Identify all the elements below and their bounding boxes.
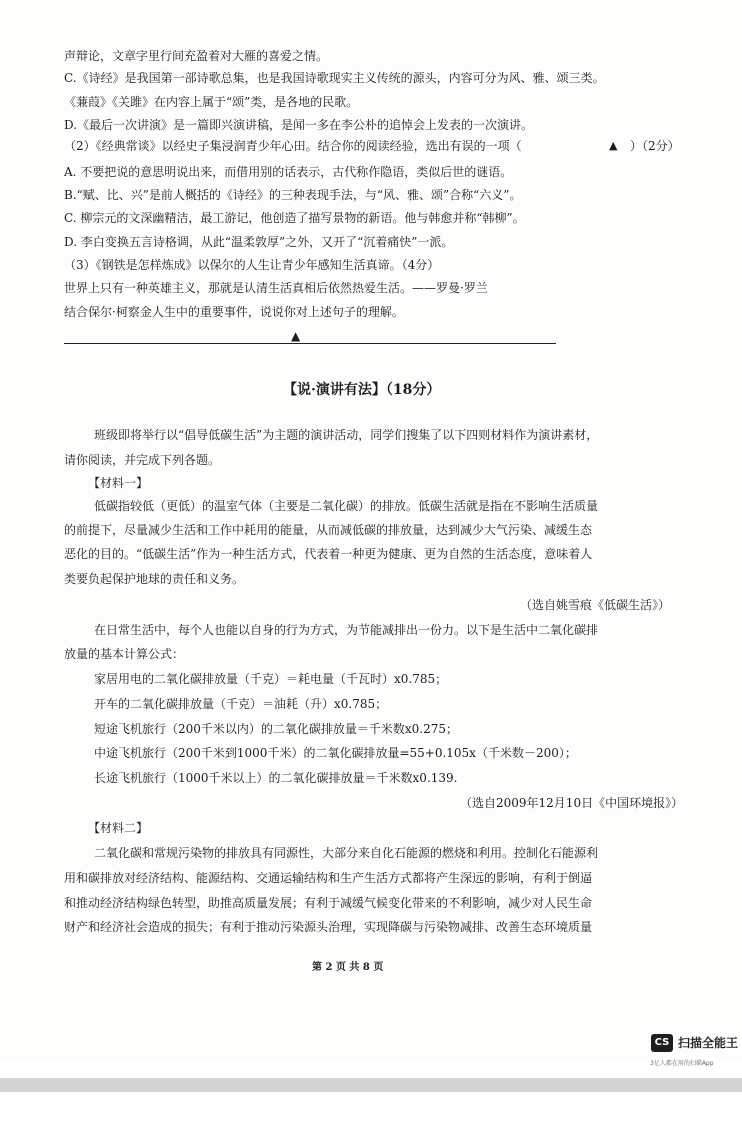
material-1-text: 类要负起保护地球的责任和义务。 <box>64 572 245 586</box>
watermark-title: 扫描全能王 <box>678 1036 739 1050</box>
option-c-line1: C.《诗经》是我国第一部诗歌总集，也是我国诗歌现实主义传统的源头，内容可分为风、雅、颂三类。 <box>64 71 605 85</box>
option-a: A. 不要把说的意思明说出来，而借用别的话表示，古代称作隐语，类似后世的谜语。 <box>64 165 513 179</box>
question-3: （3）《钢铁是怎样炼成》以保尔的人生让青少年感知生活真谛。（4分） <box>64 258 440 272</box>
question-3-prompt: 结合保尔·柯察金人生中的重要事件，说说你对上述句子的理解。 <box>64 305 404 319</box>
option-c: C. 柳宗元的文深幽精洁，最工游记，他创造了描写景物的新语。他与韩愈并称“韩柳”。 <box>64 211 525 225</box>
formula-driving: 开车的二氧化碳排放量（千克）＝油耗（升）x0.785； <box>94 697 388 711</box>
watermark-subtitle: 3亿人都在用的扫描App <box>650 1060 714 1067</box>
material-2-text: 用和碳排放对经济结构、能源结构、交通运输结构和生产生活方式都将产生深远的影响，有利于倒逼 <box>64 871 593 885</box>
intro-line: 请你阅读，并完成下列各题。 <box>64 453 221 467</box>
question-2: （2）《经典常谈》以经史子集浸润青少年心田。结合你的阅读经验，选出有误的一项（ <box>64 139 522 153</box>
formula-home-electricity: 家居用电的二氧化碳排放量（千克）＝耗电量（千瓦时）x0.785； <box>94 672 448 686</box>
material-2-text: 二氧化碳和常规污染物的排放具有同源性，大部分来自化石能源的燃烧和利用。控制化石能源利 <box>94 846 599 860</box>
formula-long-flight: 长途飞机旅行（1000千米以上）的二氧化碳排放量＝千米数x0.139. <box>94 771 458 785</box>
option-b: B.“赋、比、兴”是前人概括的《诗经》的三种表现手法，与“风、雅、颂”合称“六义”。 <box>64 188 522 202</box>
formula-medium-flight: 中途飞机旅行（200千米到1000千米）的二氧化碳排放量=55+0.105x（千米数－200）； <box>94 746 577 760</box>
question-2-score: ）（2分） <box>630 139 680 153</box>
source-citation-1: （选自姚雪痕《低碳生活》） <box>520 598 671 612</box>
formula-short-flight: 短途飞机旅行（200千米以内）的二氧化碳排放量＝千米数x0.275； <box>94 722 459 736</box>
daily-text: 放量的基本计算公式： <box>64 647 185 661</box>
camscanner-logo-icon: CS <box>651 1034 673 1052</box>
option-d-line: D.《最后一次讲演》是一篇即兴演讲稿，是闻一多在李公朴的追悼会上发表的一次演讲。 <box>64 118 534 132</box>
daily-text: 在日常生活中，每个人也能以自身的行为方式，为节能减排出一份力。以下是生活中二氧化碳排 <box>94 623 599 637</box>
bottom-strip <box>0 1078 742 1092</box>
option-c-line2: 《蒹葭》《关雎》在内容上属于“颂”类，是各地的民歌。 <box>64 95 359 109</box>
material-2-text: 和推动经济结构绿色转型，助推高质量发展；有利于减缓气候变化带来的不利影响，减少对人民生命 <box>64 896 593 910</box>
page-number: 第 2 页 共 8 页 <box>312 962 384 973</box>
text-line: 声辩论，文章字里行间充盈着对大雁的喜爱之情。 <box>64 49 329 63</box>
material-1-text: 的前提下，尽量减少生活和工作中耗用的能量，从而减低碳的排放量，达到减少大气污染、减缓生态 <box>64 523 593 537</box>
intro-line: 班级即将举行以“倡导低碳生活”为主题的演讲活动，同学们搜集了以下四则材料作为演讲素材， <box>94 428 599 442</box>
material-1-label: 【材料一】 <box>88 476 149 490</box>
answer-rule <box>64 343 556 344</box>
answer-rule-mark: ▲ <box>291 329 301 343</box>
option-d: D. 李白变换五言诗格调，从此“温柔敦厚”之外，又开了“沉着痛快”一派。 <box>64 235 454 249</box>
material-1-text: 恶化的目的。“低碳生活”作为一种生活方式，代表着一种更为健康、更为自然的生活态度，意味着人 <box>64 547 593 561</box>
material-2-label: 【材料二】 <box>88 821 149 835</box>
quote-line: 世界上只有一种英雄主义，那就是认清生活真相后依然热爱生活。——罗曼·罗兰 <box>64 281 488 295</box>
material-2-text: 财产和经济社会造成的损失；有利于推动污染源头治理，实现降碳与污染物减排、改善生态环境质量 <box>64 920 593 934</box>
source-citation-2: （选自2009年12月10日《中国环境报》） <box>460 796 684 810</box>
answer-blank-mark: ▲ <box>609 139 618 152</box>
section-heading: 【说·演讲有法】（18分） <box>283 382 441 398</box>
material-1-text: 低碳指较低（更低）的温室气体（主要是二氧化碳）的排放。低碳生活就是指在不影响生活质量 <box>94 499 599 513</box>
